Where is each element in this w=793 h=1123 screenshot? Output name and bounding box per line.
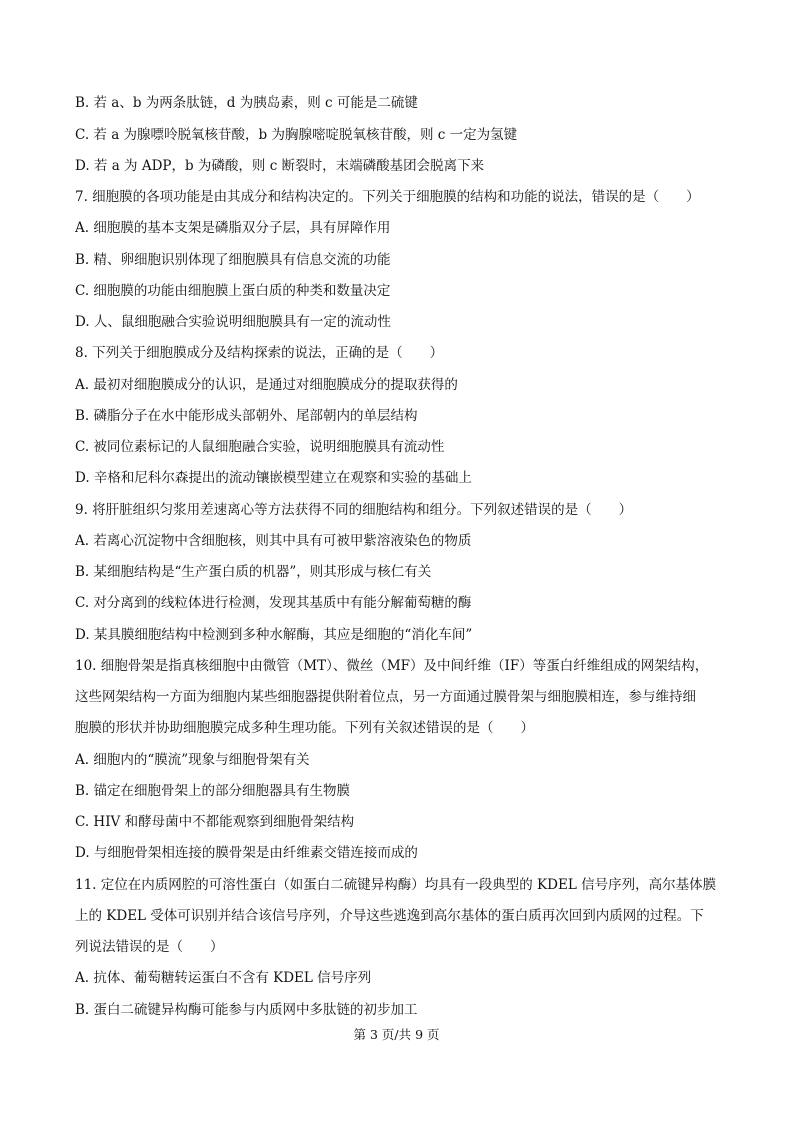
- option-10d: D. 与细胞骨架相连接的膜骨架是由纤维素交错连接而成的: [75, 845, 418, 861]
- option-7b: B. 精、卵细胞识别体现了细胞膜具有信息交流的功能: [75, 252, 391, 268]
- option-8a: A. 最初对细胞膜成分的认识，是通过对细胞膜成分的提取获得的: [75, 377, 458, 393]
- question-7-stem: 7. 细胞膜的各项功能是由其成分和结构决定的。下列关于细胞膜的结构和功能的说法，错误的是（ ）: [75, 189, 700, 205]
- option-10c: C. HIV 和酵母菌中不都能观察到细胞骨架结构: [75, 814, 355, 830]
- option-6b: B. 若 a、b 为两条肽链，d 为胰岛素，则 c 可能是二硫键: [75, 95, 418, 111]
- option-9d: D. 某具膜细胞结构中检测到多种水解酶，其应是细胞的“消化车间”: [75, 627, 473, 643]
- option-7d: D. 人、鼠细胞融合实验说明细胞膜具有一定的流动性: [75, 314, 391, 330]
- option-10a: A. 细胞内的“膜流”现象与细胞骨架有关: [75, 752, 310, 768]
- option-11a: A. 抗体、葡萄糖转运蛋白不含有 KDEL 信号序列: [75, 970, 372, 986]
- question-10-stem-3: 胞膜的形状并协助细胞膜完成多种生理功能。下列有关叙述错误的是（ ）: [75, 720, 534, 736]
- option-9a: A. 若离心沉淀物中含细胞核，则其中具有可被甲紫溶液染色的物质: [75, 533, 472, 549]
- question-9-stem: 9. 将肝脏组织匀浆用差速离心等方法获得不同的细胞结构和组分。下列叙述错误的是（ ）: [75, 502, 633, 518]
- option-9b: B. 某细胞结构是“生产蛋白质的机器”，则其形成与核仁有关: [75, 564, 432, 580]
- option-6d: D. 若 a 为 ADP，b 为磷酸，则 c 断裂时，末端磷酸基团会脱离下来: [75, 158, 485, 174]
- option-7c: C. 细胞膜的功能由细胞膜上蛋白质的种类和数量决定: [75, 283, 391, 299]
- option-7a: A. 细胞膜的基本支架是磷脂双分子层，具有屏障作用: [75, 220, 391, 236]
- option-10b: B. 锚定在细胞骨架上的部分细胞器具有生物膜: [75, 783, 351, 799]
- option-8b: B. 磷脂分子在水中能形成头部朝外、尾部朝内的单层结构: [75, 408, 418, 424]
- page-footer: 第 3 页/共 9 页: [353, 1027, 440, 1042]
- option-11b: B. 蛋白二硫键异构酶可能参与内质网中多肽链的初步加工: [75, 1002, 418, 1018]
- question-8-stem: 8. 下列关于细胞膜成分及结构探索的说法，正确的是（ ）: [75, 345, 444, 361]
- option-8c: C. 被同位素标记的人鼠细胞融合实验，说明细胞膜具有流动性: [75, 439, 445, 455]
- question-10-stem-2: 这些网架结构一方面为细胞内某些细胞器提供附着位点，另一方面通过膜骨架与细胞膜相连，参与维持细: [75, 689, 696, 705]
- question-11-stem-1: 11. 定位在内质网腔的可溶性蛋白（如蛋白二硫键异构酶）均具有一段典型的 KDEL 信号序列，高尔基体膜: [75, 877, 717, 893]
- option-8d: D. 辛格和尼科尔森提出的流动镶嵌模型建立在观察和实验的基础上: [75, 470, 472, 486]
- question-11-stem-2: 上的 KDEL 受体可识别并结合该信号序列，介导这些逃逸到高尔基体的蛋白质再次回到内质网的过程。下: [75, 908, 704, 924]
- question-11-stem-3: 列说法错误的是（ ）: [75, 939, 224, 955]
- option-6c: C. 若 a 为腺嘌呤脱氧核苷酸，b 为胸腺嘧啶脱氧核苷酸，则 c 一定为氢键: [75, 127, 518, 143]
- option-9c: C. 对分离到的线粒体进行检测，发现其基质中有能分解葡萄糖的酶: [75, 595, 472, 611]
- question-10-stem-1: 10. 细胞骨架是指真核细胞中由微管（MT）、微丝（MF）及中间纤维（IF）等蛋白纤维组成的网架结构，: [75, 658, 709, 674]
